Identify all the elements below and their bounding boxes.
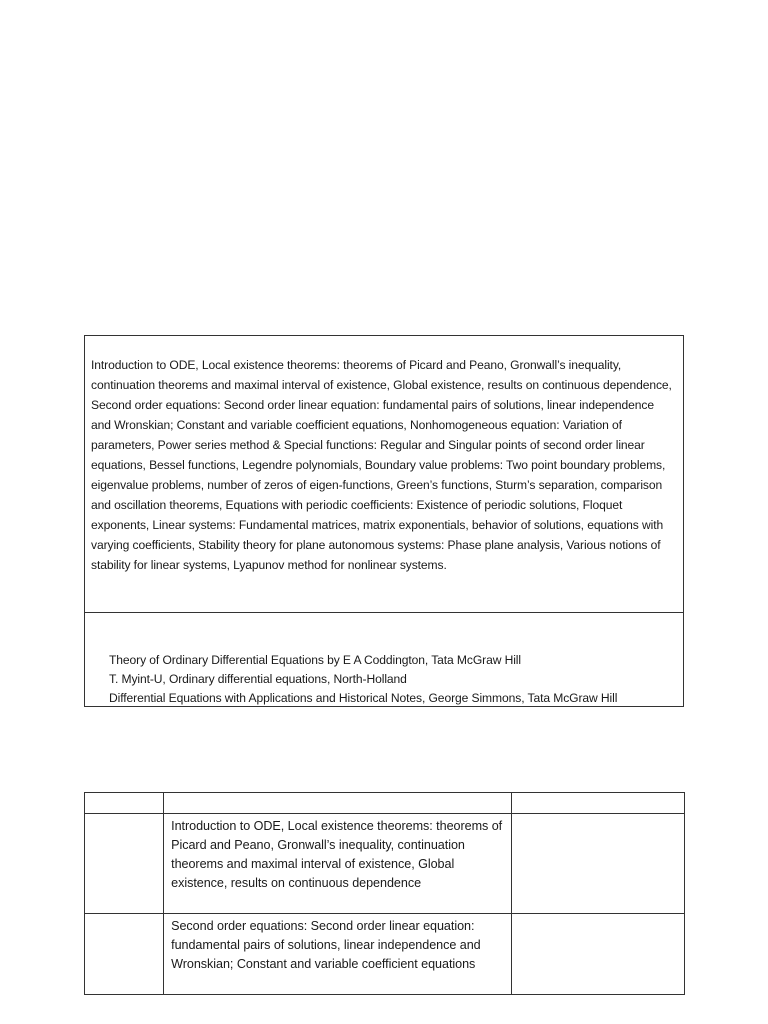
table-cell-index xyxy=(85,814,164,914)
header-cell xyxy=(164,793,512,814)
lecture-table xyxy=(84,792,685,995)
reference-item: T. Myint-U, Ordinary differential equations, North-Holland xyxy=(109,672,407,686)
table-row xyxy=(85,914,685,995)
syllabus-content xyxy=(85,336,683,613)
header-cell xyxy=(85,793,164,814)
table-cell-topic: Introduction to ODE, Local existence theorems: theorems of Picard and Peano, Gronwall’s inequality, continuation theorems and maximal interval of existence, Global existence, results on continuous dependence xyxy=(164,814,512,914)
table-header-row xyxy=(85,793,685,814)
syllabus-text: Introduction to ODE, Local existence theorems: theorems of Picard and Peano, Gronwall’s inequality, continuation theorems and maximal interval of existence, Global existence, results on continuous dependence, Second order equations: Second order linear equation: fundamental pairs of solutions, linear independence and Wronskian; Constant and variable coefficient equations, Nonhomogeneous equation: Variation of parameters, Power series method & Special functions: Regular and Singular points of second order linear equations, Bessel functions, Legendre polynomials, Boundary value problems: Two point boundary problems, eigenvalue problems, number of zeros of eigen-functions, Green’s functions, Sturm’s separation, comparison and oscillation theorems, Equations with periodic coefficients: Existence of periodic solutions, Floquet exponents, Linear systems: Fundamental matrices, matrix exponentials, behavior of solutions, equations with varying coefficients, Stability theory for plane autonomous systems: Phase plane analysis, Various notions of stability for linear systems, Lyapunov method for nonlinear systems. xyxy=(91,358,672,572)
table-cell-extra xyxy=(511,814,684,914)
syllabus-box xyxy=(84,335,684,707)
table-cell-topic: Second order equations: Second order linear equation: fundamental pairs of solutions, linear independence and Wronskian; Constant and variable coefficient equations xyxy=(164,914,512,995)
references-section xyxy=(85,613,683,706)
table-cell-index xyxy=(85,914,164,995)
table-cell-extra xyxy=(511,914,684,995)
reference-item: Differential Equations with Applications and Historical Notes, George Simmons, Tata McGraw Hill xyxy=(109,691,618,705)
header-cell xyxy=(511,793,684,814)
reference-item: Theory of Ordinary Differential Equations by E A Coddington, Tata McGraw Hill xyxy=(109,653,521,667)
table-row xyxy=(85,814,685,914)
